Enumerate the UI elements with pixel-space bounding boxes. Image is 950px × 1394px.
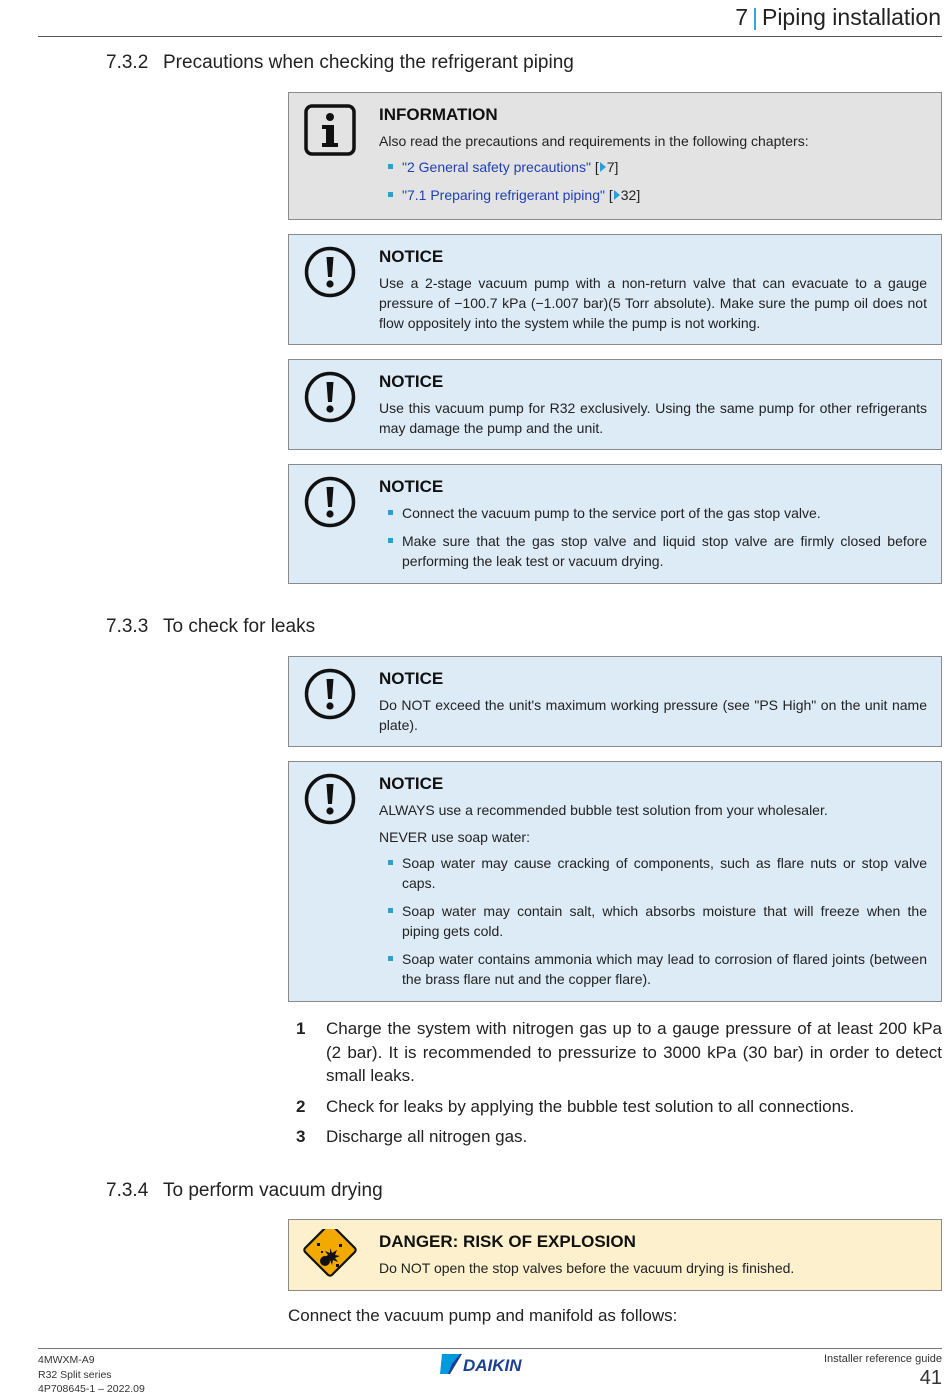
- reference-item: [379, 157, 927, 177]
- section-number: 7.3.2: [106, 52, 149, 73]
- information-icon: [303, 103, 357, 157]
- notice-title: NOTICE: [379, 477, 444, 496]
- step-item: [296, 1125, 942, 1149]
- document-code: 4P708645-1 – 2022.09: [38, 1383, 145, 1394]
- information-title: INFORMATION: [379, 105, 498, 124]
- step-number: 3: [296, 1127, 306, 1146]
- list-item: Soap water contains ammonia which may lead to corrosion of flared joints (between the brass flare nut and the copper flare).: [379, 949, 927, 989]
- model-name: 4MWXM-A9: [38, 1354, 95, 1366]
- notice-title: NOTICE: [379, 247, 444, 266]
- chapter-link[interactable]: "7.1 Preparing refrigerant piping": [402, 187, 605, 203]
- step-number: 2: [296, 1096, 306, 1116]
- chapter-link[interactable]: "2 General safety precautions": [402, 159, 591, 175]
- reference-item: [379, 185, 927, 205]
- daikin-logo: [438, 1352, 542, 1376]
- connect-instruction: Connect the vacuum pump and manifold as follows:: [288, 1306, 678, 1325]
- information-box: [288, 92, 942, 220]
- header-rule: [38, 36, 942, 37]
- step-text: Check for leaks by applying the bubble test solution to all connections.: [326, 1096, 855, 1116]
- exclamation-icon: [303, 772, 357, 826]
- bracket-open: [: [590, 159, 599, 175]
- information-text: Also read the precautions and requirements in the following chapters:: [379, 133, 809, 149]
- header-separator: |: [752, 4, 758, 30]
- notice-box-max-pressure: [288, 656, 942, 747]
- notice-text: NEVER use soap water:: [379, 829, 530, 845]
- page-number: 41: [919, 1367, 942, 1389]
- exclamation-icon: [303, 370, 357, 424]
- danger-box-explosion: [288, 1219, 942, 1291]
- step-text: Discharge all nitrogen gas.: [326, 1127, 528, 1146]
- footer-rule: [38, 1348, 942, 1349]
- exclamation-icon: [303, 667, 357, 721]
- bracket-open: [: [604, 187, 613, 203]
- reference-list: [379, 157, 927, 205]
- step-item: [296, 1095, 942, 1119]
- page-reference[interactable]: 7: [606, 159, 615, 175]
- step-text: Charge the system with nitrogen gas up to a gauge pressure of at least 200 kPa (2 bar). It is recommended to pressurize to 3000 kPa (30 bar) in order to detect small leaks.: [326, 1019, 942, 1085]
- page-reference[interactable]: 32: [620, 187, 637, 203]
- brand-name: DAIKIN: [463, 1356, 522, 1375]
- exclamation-icon: [303, 475, 357, 529]
- section-title: To check for leaks: [163, 616, 316, 637]
- page-arrow-icon: [614, 190, 620, 200]
- notice-text: Use this vacuum pump for R32 exclusively. Using the same pump for other refrigerants may damage the pump and the unit.: [379, 400, 927, 436]
- notice-title: NOTICE: [379, 669, 444, 688]
- step-number: 1: [296, 1019, 306, 1038]
- explosion-hazard-icon: [303, 1229, 357, 1283]
- step-item: [296, 1017, 942, 1088]
- notice-text: Use a 2-stage vacuum pump with a non-return valve that can evacuate to a gauge pressure of −100.7 kPa (−1.007 bar)(5 Torr absolute). Make sure the pump oil does not flow oppositely into the system while the pump is not working.: [379, 275, 927, 331]
- danger-title: DANGER: RISK OF EXPLOSION: [379, 1232, 636, 1251]
- section-heading-7-3-4: [106, 1180, 383, 1202]
- notice-box-vacuum-pump: [288, 234, 942, 345]
- notice-text: Do NOT exceed the unit's maximum working pressure (see "PS High" on the unit name plate).: [379, 697, 927, 733]
- list-item: Soap water may cause cracking of components, such as flare nuts or stop valve caps.: [379, 853, 927, 893]
- notice-list: [379, 503, 927, 571]
- section-number: 7.3.3: [106, 616, 149, 637]
- notice-box-bubble-test: [288, 761, 942, 1002]
- notice-list: [379, 853, 927, 989]
- section-heading-7-3-2: [106, 52, 574, 74]
- footer-doc-info: [38, 1353, 145, 1394]
- bracket-close: ]: [636, 187, 641, 203]
- notice-text: ALWAYS use a recommended bubble test solution from your wholesaler.: [379, 802, 828, 818]
- chapter-number: 7: [735, 4, 748, 30]
- section-number: 7.3.4: [106, 1180, 149, 1201]
- page-header: [735, 4, 941, 31]
- series-name: R32 Split series: [38, 1368, 112, 1381]
- section-title: Precautions when checking the refrigerant piping: [163, 52, 574, 73]
- notice-title: NOTICE: [379, 372, 444, 391]
- page-arrow-icon: [600, 162, 606, 172]
- section-title: To perform vacuum drying: [163, 1180, 383, 1201]
- section-heading-7-3-3: [106, 616, 315, 638]
- footer-page-info: [824, 1353, 942, 1390]
- list-item: Connect the vacuum pump to the service port of the gas stop valve.: [379, 503, 927, 523]
- notice-box-connection: [288, 464, 942, 584]
- procedure-steps: [296, 1017, 942, 1149]
- list-item: Soap water may contain salt, which absorbs moisture that will freeze when the piping gets cold.: [379, 901, 927, 941]
- notice-title: NOTICE: [379, 774, 444, 793]
- chapter-title: Piping installation: [761, 4, 941, 30]
- exclamation-icon: [303, 245, 357, 299]
- bracket-close: ]: [614, 159, 619, 175]
- guide-title: Installer reference guide: [823, 1353, 942, 1365]
- notice-box-r32-pump: [288, 359, 942, 450]
- danger-text: Do NOT open the stop valves before the vacuum drying is finished.: [379, 1260, 795, 1276]
- list-item: Make sure that the gas stop valve and liquid stop valve are firmly closed before performing the leak test or vacuum drying.: [379, 531, 927, 571]
